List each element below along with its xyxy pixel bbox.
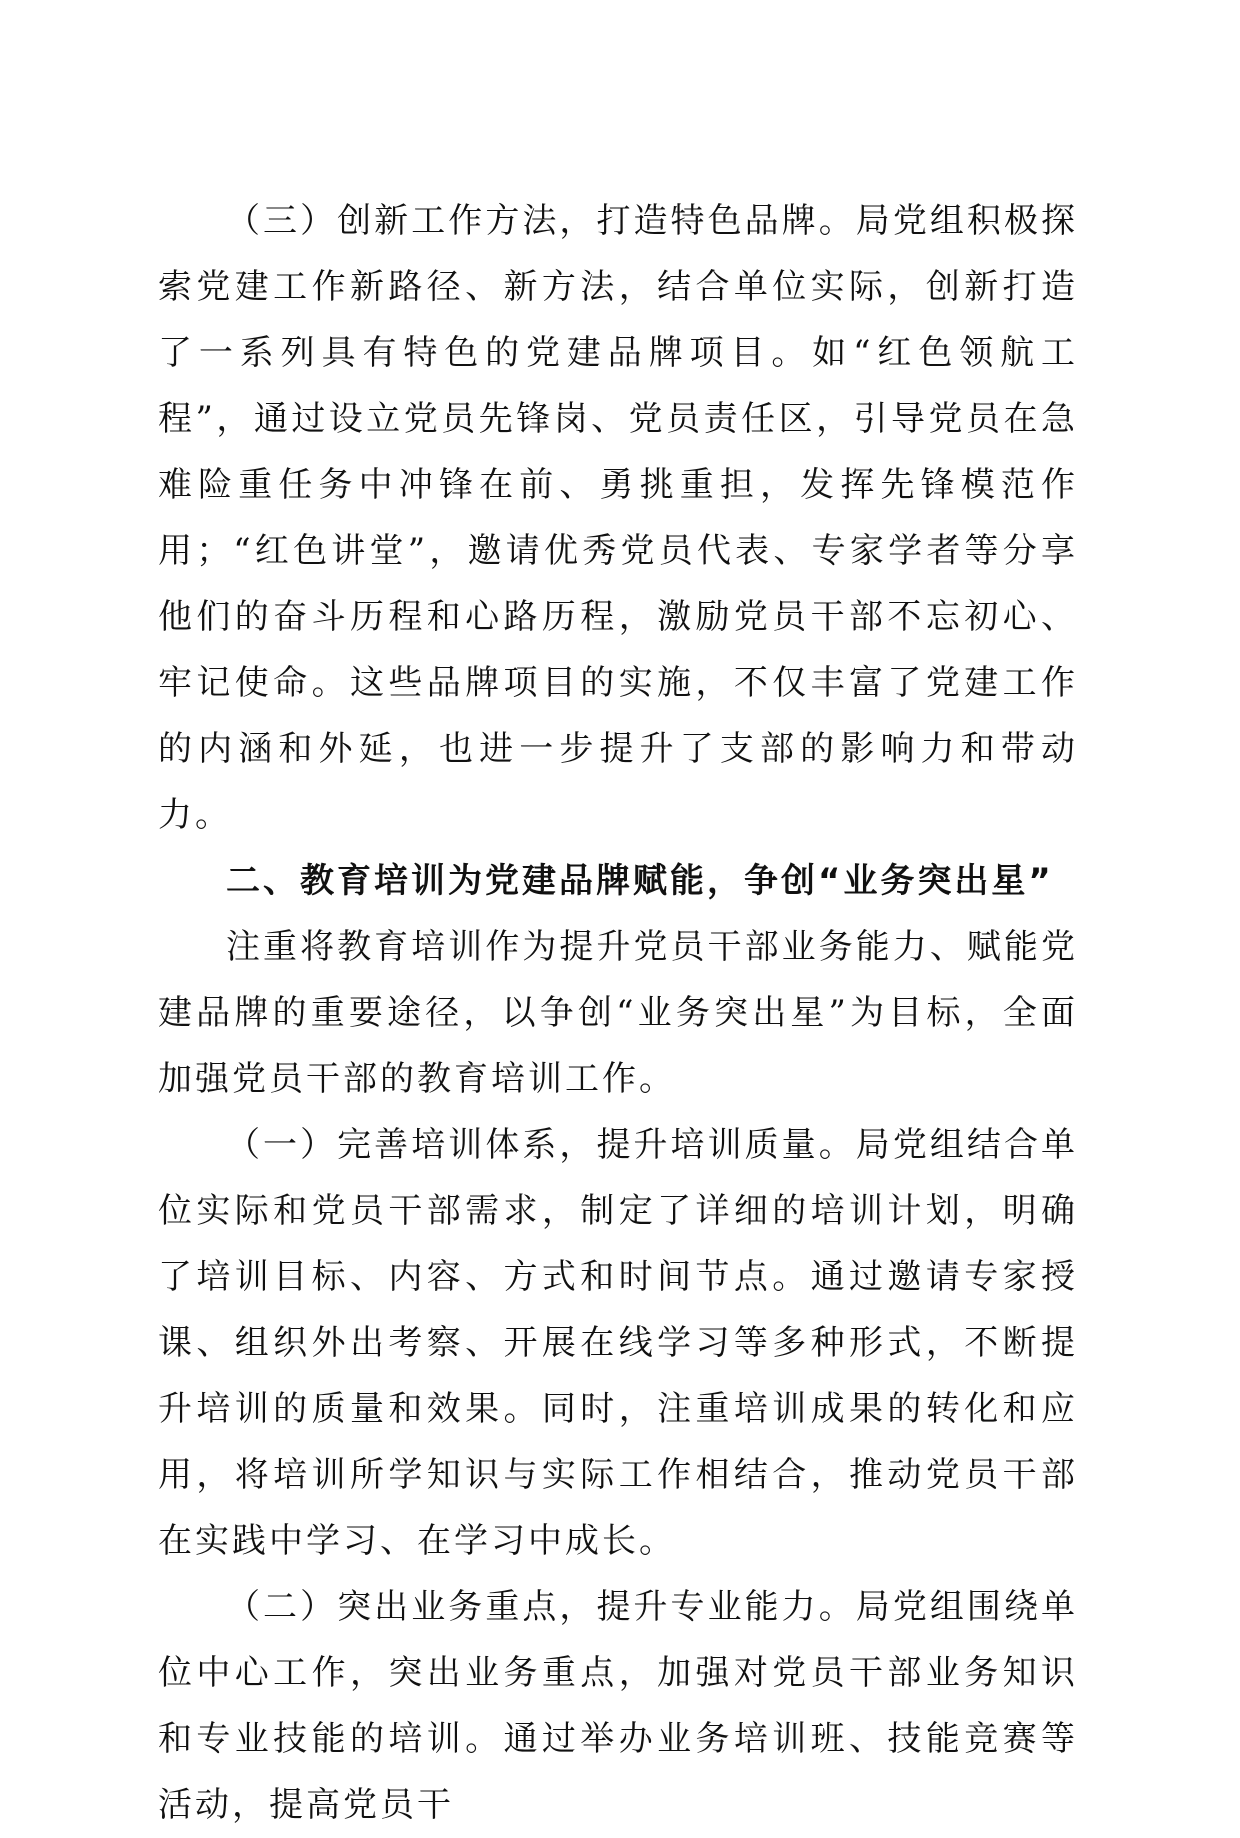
paragraph-brand-innovation: （三）创新工作方法，打造特色品牌。局党组积极探索党建工作新路径、新方法，结合单位实际，创新打造了一系列具有特色的党建品牌项目。如“红色领航工程”，通过设立党员先锋岗、党员责任区，引导党员在急难险重任务中冲锋在前、勇挑重担，发挥先锋模范作用；“红色讲堂”，邀请优秀党员代表、专家学者等分享他们的奋斗历程和心路历程，激励党员干部不忘初心、牢记使命。这些品牌项目的实施，不仅丰富了党建工作的内涵和外延，也进一步提升了支部的影响力和带动力。 xyxy=(158,201,1078,835)
paragraph-business-focus: （二）突出业务重点，提升专业能力。局党组围绕单位中心工作，突出业务重点，加强对党员干部业务知识和专业技能的培训。通过举办业务培训班、技能竞赛等活动，提高党员干 xyxy=(158,1587,1078,1825)
document-body xyxy=(158,188,1078,1838)
section-heading-education-training: 二、教育培训为党建品牌赋能，争创“业务突出星” xyxy=(226,861,1054,901)
paragraph-training-system: （一）完善培训体系，提升培训质量。局党组结合单位实际和党员干部需求，制定了详细的培训计划，明确了培训目标、内容、方式和时间节点。通过邀请专家授课、组织外出考察、开展在线学习等多种形式，不断提升培训的质量和效果。同时，注重培训成果的转化和应用，将培训所学知识与实际工作相结合，推动党员干部在实践中学习、在学习中成长。 xyxy=(158,1125,1078,1561)
paragraph-education-intro: 注重将教育培训作为提升党员干部业务能力、赋能党建品牌的重要途径，以争创“业务突出星”为目标，全面加强党员干部的教育培训工作。 xyxy=(158,927,1078,1099)
